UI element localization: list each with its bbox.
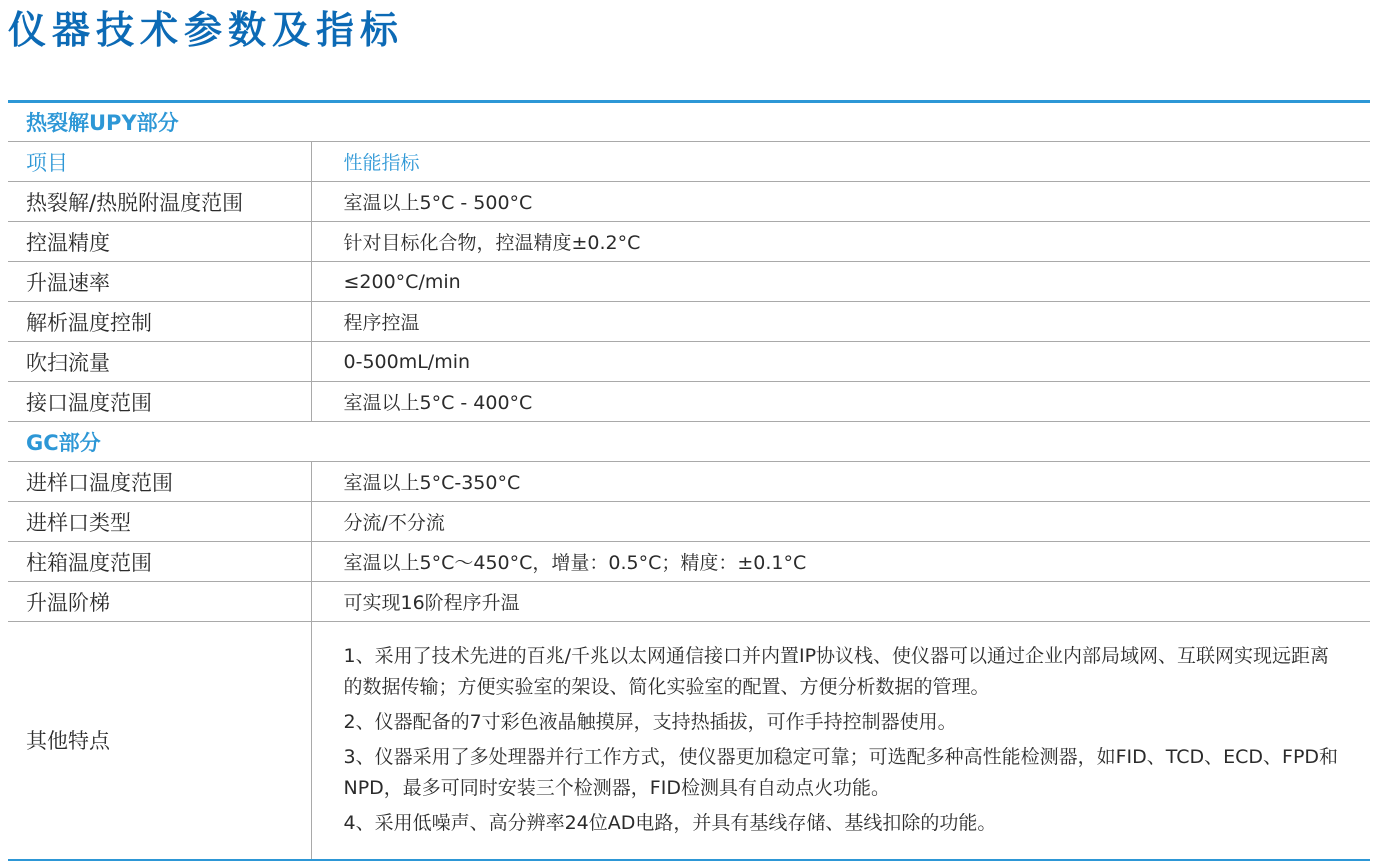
row-spec: 室温以上5°C-350°C [343, 472, 521, 494]
other-features-row [8, 622, 1370, 860]
header-spec: 性能指标 [343, 152, 420, 174]
row-spec: 室温以上5°C～450°C，增量：0.5°C；精度：±0.1°C [343, 552, 807, 574]
spec-table [8, 100, 1370, 861]
other-features-list [311, 622, 1370, 860]
table-row [8, 222, 1370, 262]
table-row [8, 462, 1370, 502]
section-heading: 热裂解UPY部分 [26, 111, 179, 135]
table-header-row [8, 142, 1370, 182]
table-row [8, 582, 1370, 622]
row-item: 升温速率 [8, 262, 311, 302]
table-row [8, 262, 1370, 302]
feature-item: 4、采用低噪声、高分辨率24位AD电路，并具有基线存储、基线扣除的功能。 [343, 812, 997, 835]
row-spec: 0-500mL/min [343, 350, 471, 373]
row-item: 控温精度 [8, 222, 311, 262]
row-item: 接口温度范围 [8, 382, 311, 422]
row-spec: ≤200°C/min [343, 270, 461, 293]
table-row [8, 302, 1370, 342]
section-gc [8, 422, 1370, 462]
section-upy [8, 102, 1370, 142]
table-row [8, 502, 1370, 542]
row-item: 进样口类型 [8, 502, 311, 542]
page-title: 仪器技术参数及指标 [8, 8, 405, 52]
row-item: 柱箱温度范围 [8, 542, 311, 582]
section-heading: GC部分 [26, 430, 101, 455]
row-item: 热裂解/热脱附温度范围 [8, 182, 311, 222]
row-item: 解析温度控制 [8, 302, 311, 342]
row-spec: 可实现16阶程序升温 [343, 592, 520, 614]
row-item: 进样口温度范围 [8, 462, 311, 502]
table-row [8, 182, 1370, 222]
row-item: 吹扫流量 [8, 342, 311, 382]
table-row [8, 542, 1370, 582]
feature-item: 3、仪器采用了多处理器并行工作方式，使仪器更加稳定可靠；可选配多种高性能检测器，如FID、TCD、ECD、FPD和NPD，最多可同时安装三个检测器，FID检测具有自动点火功能。 [343, 746, 1339, 800]
feature-item: 1、采用了技术先进的百兆/千兆以太网通信接口并内置IP协议栈、使仪器可以通过企业内部局域网、互联网实现远距离的数据传输；方便实验室的架设、简化实验室的配置、方便分析数据的管理。 [343, 645, 1330, 699]
row-spec: 程序控温 [343, 312, 420, 334]
table-row [8, 342, 1370, 382]
row-spec: 室温以上5°C - 400°C [343, 392, 533, 414]
row-spec: 分流/不分流 [343, 512, 445, 534]
header-item: 项目 [8, 142, 311, 182]
row-spec: 针对目标化合物，控温精度±0.2°C [343, 232, 641, 254]
feature-item: 2、仪器配备的7寸彩色液晶触摸屏，支持热插拔，可作手持控制器使用。 [343, 711, 957, 734]
row-spec: 室温以上5°C - 500°C [343, 192, 533, 214]
table-row [8, 382, 1370, 422]
row-item: 升温阶梯 [8, 582, 311, 622]
other-features-label: 其他特点 [8, 622, 311, 860]
